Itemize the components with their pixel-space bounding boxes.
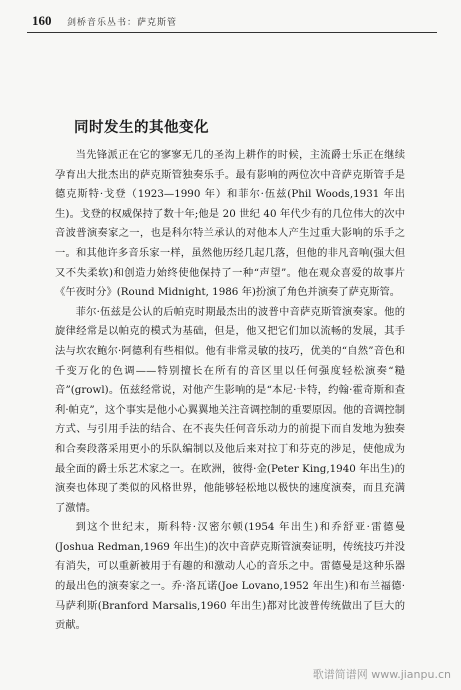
paragraph: 菲尔·伍兹是公认的后帕克时期最杰出的波普中音萨克斯管演奏家。他的旋律经常是以帕克的模式为基础，但是，他又把它们加以流畅的发展，其手法与坎农鲍尔·阿德利有些相似。他有非常灵敏的技巧，优美的“自然”音色和千变万化的色调——特别擅长在所有的音区里以任何强度轻松演奏“糙音”(growl)。伍兹经常说，对他产生影响的是“本尼·卡特，约翰·霍奇斯和查利·帕克”，这个事实是他小心翼翼地关注音调控制的重要原因。他的音调控制方式、与引用手法的结合、在不丧失任何音乐动力的前提下而自发地为独奏和合奏段落采用更小的乐队编制以及他后来对拉丁和芬克的涉足，使他成为最全面的爵士乐艺术家之一。在欧洲，彼得·金(Peter King,1940 年出生)的演奏也体现了类似的风格世界，他能够轻松地以极快的速度演奏，而且充满了激情。 (55, 305, 405, 514)
running-title: 剑桥音乐丛书：萨克斯管 (67, 18, 178, 28)
page-header (27, 10, 437, 33)
paragraph: 当先锋派正在它的寥寥无几的圣沟上耕作的时候，主流爵士乐正在继续孕育出大批杰出的萨克斯管独奏乐手。最有影响的两位次中音萨克斯管手是德克斯特·戈登（1923—1990 年）和菲尔·伍兹(Phil Woods,1931 年出生)。戈登的权威保持了数十年;他是 20 世纪 40 年代少有的几位伟大的次中音波普演奏家之一，也是科尔特兰承认的对他本人产生过重大影响的乐手之一。和其他许多音乐家一样，虽然他历经几起几落，但他的非凡音响(强大但又不失柔软)和创造力始终使他保持了一种“声望”。他在观众喜爱的故事片《午夜时分》(Round Midnight, 1986 年)扮演了角色并演奏了萨克斯管。 (55, 149, 405, 299)
watermark: 歌谱简谱网 www.jianpu.cn (312, 668, 451, 681)
section-title: 同时发生的其他变化 (74, 120, 209, 136)
body-text (55, 146, 405, 636)
page-number: 160 (32, 13, 52, 28)
paragraph: 到这个世纪末，斯科特·汉密尔顿(1954 年出生)和乔舒亚·雷德曼(Joshua Redman,1969 年出生)的次中音萨克斯管演奏证明，传统技巧并没有消失，可以重新被用于有趣的和激动人心的音乐之中。雷德曼是这种乐器的最出色的演奏家之一。乔·洛瓦诺(Joe Lovano,1952 年出生)和布兰福德·马萨利斯(Branford Marsalis,1960 年出生)都对比波普传统做出了巨大的贡献。 (55, 521, 405, 632)
